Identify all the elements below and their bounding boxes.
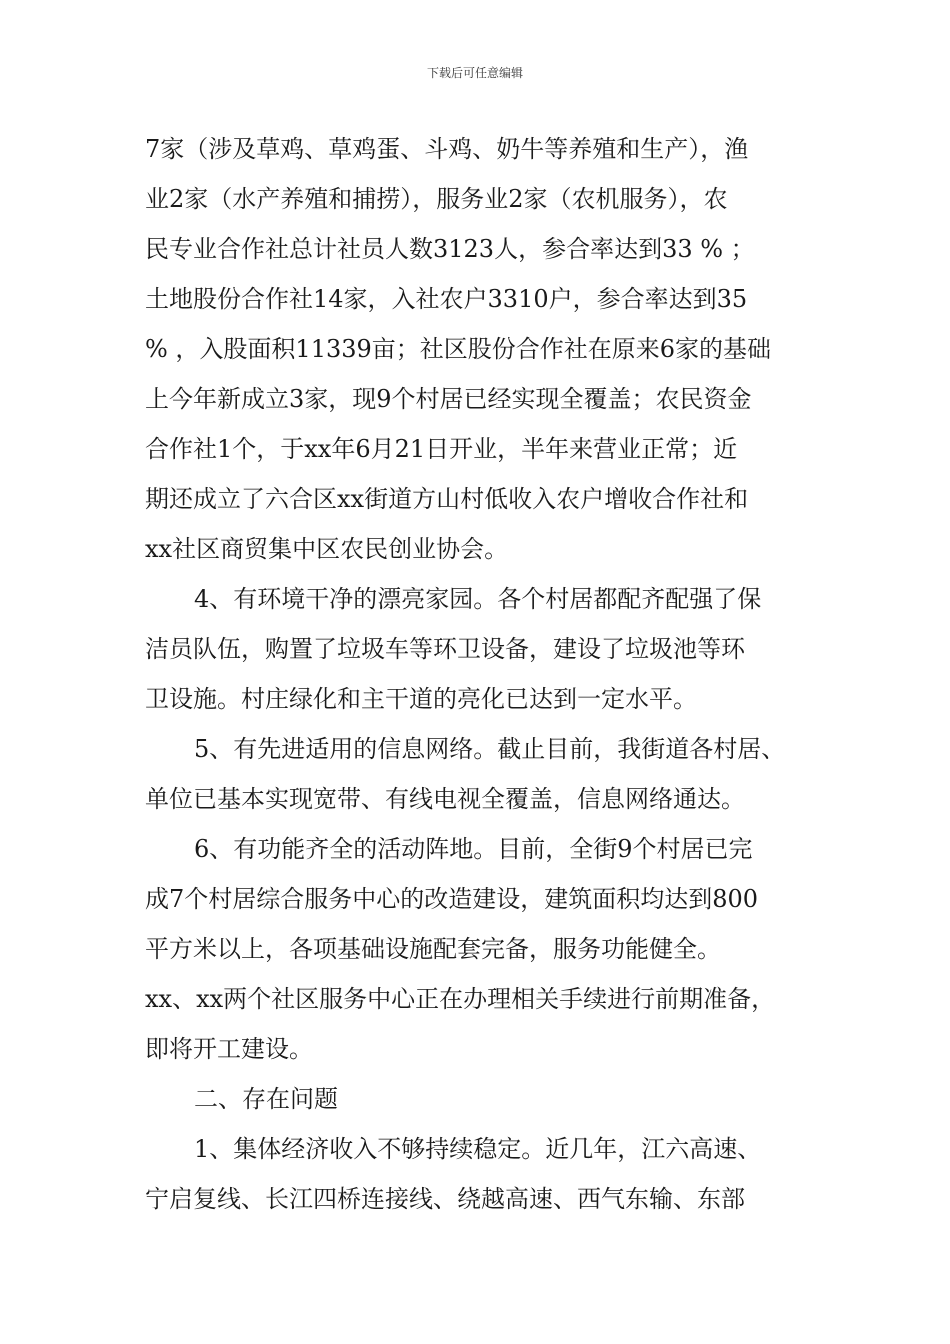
text-line: 6、有功能齐全的活动阵地。目前，全街9个村居已完 [194, 835, 753, 863]
text-line: 业2家（水产养殖和捕捞），服务业2家（农机服务），农 [145, 185, 728, 213]
text-line: 5、有先进适用的信息网络。截止目前，我街道各村居、 [194, 735, 786, 763]
text-line: 土地股份合作社14家，入社农户3310户，参合率达到35 [145, 285, 748, 313]
text-line: 单位已基本实现宽带、有线电视全覆盖，信息网络通达。 [145, 785, 745, 813]
page-header: 下载后可任意编辑 [426, 66, 523, 80]
text-line: 合作社1个，于xx年6月21日开业，半年来营业正常；近 [145, 435, 738, 463]
text-line: 平方米以上，各项基础设施配套完备，服务功能健全。 [145, 935, 721, 963]
text-line: 即将开工建设。 [145, 1035, 313, 1063]
text-line: 7家（涉及草鸡、草鸡蛋、斗鸡、奶牛等养殖和生产），渔 [145, 135, 749, 163]
text-line: % ，入股面积11339亩；社区股份合作社在原来6家的基础 [145, 335, 772, 363]
text-line: xx、xx两个社区服务中心正在办理相关手续进行前期准备， [145, 985, 776, 1013]
text-line: 1、集体经济收入不够持续稳定。近几年，江六高速、 [194, 1135, 762, 1163]
text-line: 民专业合作社总计社员人数3123人，参合率达到33 % ； [145, 235, 755, 263]
text-line: 洁员队伍，购置了垃圾车等环卫设备，建设了垃圾池等环 [145, 635, 745, 663]
text-line: 宁启复线、长江四桥连接线、绕越高速、西气东输、东部 [145, 1185, 745, 1213]
section-heading: 二、存在问题 [194, 1085, 338, 1113]
text-line: 卫设施。村庄绿化和主干道的亮化已达到一定水平。 [145, 685, 697, 713]
text-line: xx社区商贸集中区农民创业协会。 [145, 535, 509, 563]
text-line: 4、有环境干净的漂亮家园。各个村居都配齐配强了保 [194, 585, 762, 613]
text-line: 上今年新成立3家，现9个村居已经实现全覆盖；农民资金 [145, 385, 752, 413]
text-line: 期还成立了六合区xx街道方山村低收入农户增收合作社和 [145, 485, 749, 513]
text-line: 成7个村居综合服务中心的改造建设，建筑面积均达到800 [145, 885, 759, 913]
document-body [145, 124, 810, 1224]
